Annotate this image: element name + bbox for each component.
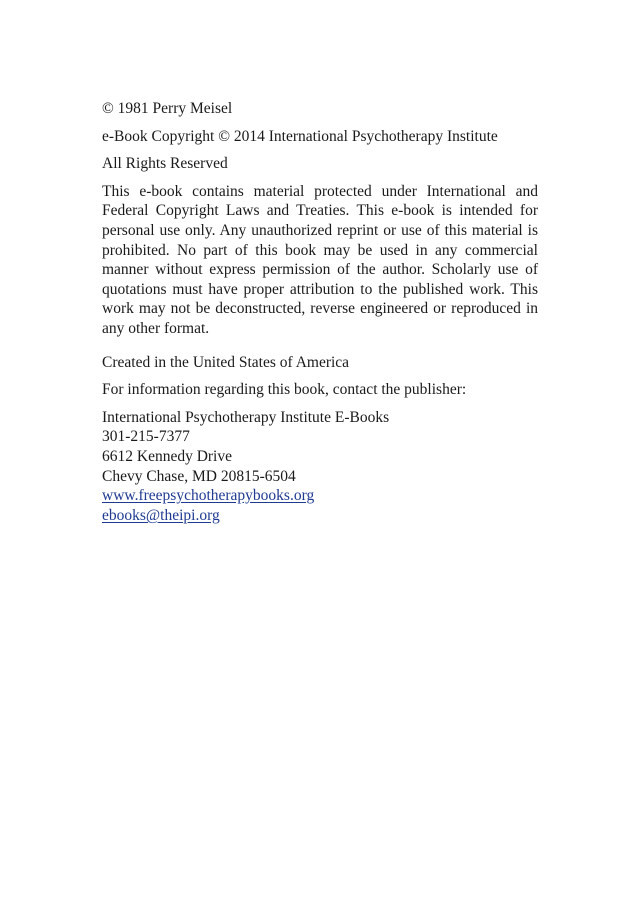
legal-notice: This e-book contains material protected under International and Federal Copyright Laws and Treaties. This e-book is intended for personal use only. Any unauthorized reprint or use of this material is prohibited. No part of this book may be used in any commercial manner without express permission of the author. Scholarly use of quotations must have proper attribution to the published work. This work may not be deconstructed, reverse engineered or reproduced in any other format. <box>102 182 538 337</box>
author-copyright: © 1981 Perry Meisel <box>102 100 233 117</box>
country-of-creation: Created in the United States of America <box>102 353 350 371</box>
publisher-email-link[interactable]: ebooks@theipi.org <box>102 506 220 524</box>
ebook-copyright: e-Book Copyright © 2014 International Psychotherapy Institute <box>102 127 498 145</box>
contact-intro: For information regarding this book, contact the publisher: <box>102 381 467 399</box>
publisher-website-link[interactable]: www.freepsychotherapybooks.org <box>102 487 315 505</box>
publisher-name: International Psychotherapy Institute E-Books <box>102 408 390 426</box>
publisher-city: Chevy Chase, MD 20815-6504 <box>102 467 296 485</box>
copyright-page <box>102 99 538 525</box>
rights-statement: All Rights Reserved <box>102 155 228 173</box>
publisher-phone: 301-215-7377 <box>102 428 190 446</box>
publisher-street: 6612 Kennedy Drive <box>102 447 232 465</box>
publisher-address <box>102 408 538 526</box>
